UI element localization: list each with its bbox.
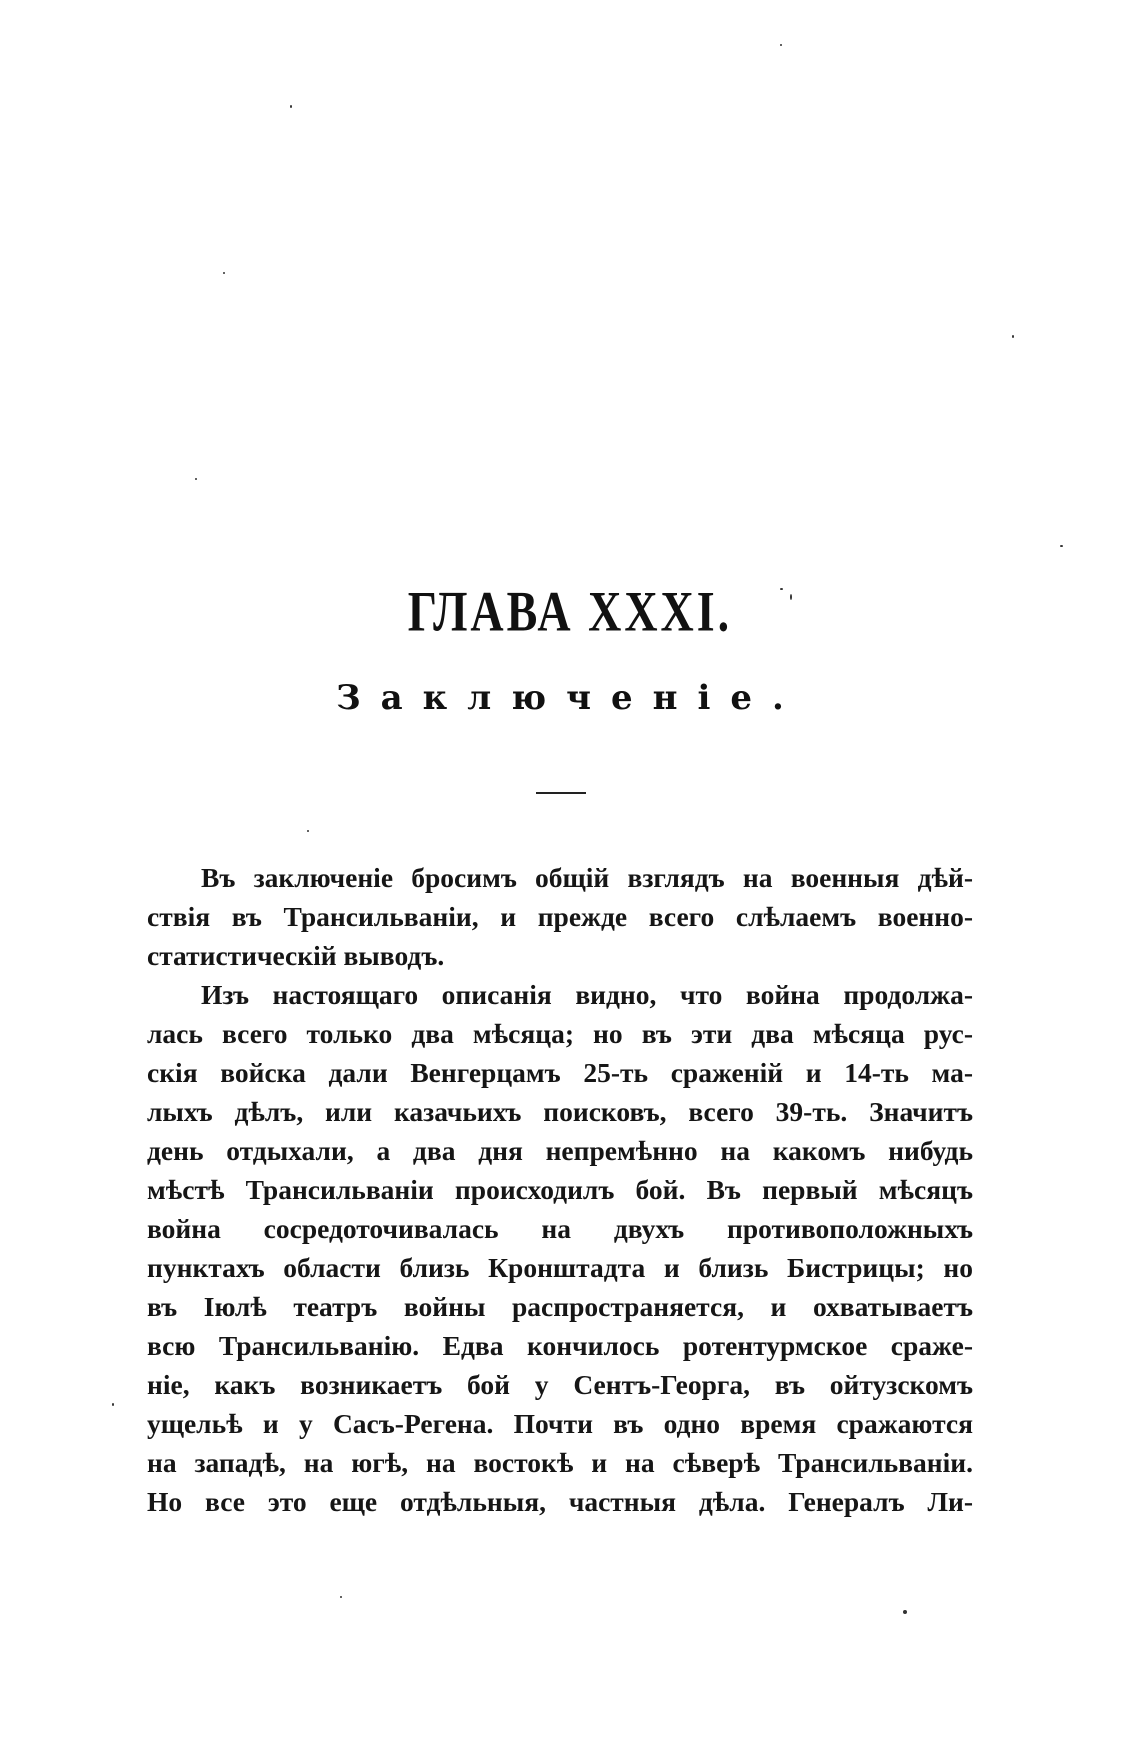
text-line: ущельѣ и у Сасъ-Регена. Почти въ одно время сражаются [147,1408,973,1439]
scan-speck [112,1403,114,1406]
paragraph-2 [147,975,973,1521]
text-line: всю Трансильванію. Едва кончилось ротентурмское сраже- [147,1330,973,1361]
scan-speck [195,478,197,480]
scan-speck [780,588,783,590]
text-line: мѣстѣ Трансильваніи происходилъ бой. Въ первый мѣсяцъ [147,1174,973,1205]
text-line: на западѣ, на югѣ, на востокѣ и на сѣверѣ Трансильваніи. [147,1447,973,1478]
text-line: лась всего только два мѣсяца; но въ эти два мѣсяца рус- [147,1018,973,1049]
scan-speck [223,272,225,274]
text-line: скія войска дали Венгерцамъ 25-ть сраженій и 14-ть ма- [147,1057,973,1088]
scan-speck [1060,545,1063,547]
text-line: лыхъ дѣлъ, или казачьихъ поисковъ, всего 39-ть. Значитъ [147,1096,973,1127]
section-divider [536,792,586,794]
scan-speck [780,44,782,46]
text-line: Въ заключеніе бросимъ общій взглядъ на военныя дѣй- [201,862,973,893]
text-line: война сосредоточивалась на двухъ противоположныхъ [147,1213,973,1244]
text-line: Но все это еще отдѣльныя, частныя дѣла. Генералъ Ли- [147,1486,973,1517]
chapter-title: ГЛАВА XXXI. [407,579,733,643]
body-text [147,858,973,1521]
text-line: ствія въ Трансильваніи, и прежде всего слѣлаемъ военно- [147,901,973,932]
text-line: день отдыхали, а два дня непремѣнно на какомъ нибудь [147,1135,973,1166]
scan-speck [790,594,792,600]
scan-speck [307,830,309,832]
text-line: въ Іюлѣ театръ войны распространяется, и охватываетъ [147,1291,973,1322]
scan-speck [903,1610,907,1614]
scan-speck [1012,335,1014,338]
chapter-subtitle: Заключеніе. [336,678,804,718]
scan-speck [340,1596,342,1598]
text-line: пунктахъ области близь Кронштадта и близь Бистрицы; но [147,1252,973,1283]
paragraph-1 [147,858,973,975]
text-line: ніе, какъ возникаетъ бой у Сентъ-Георга, въ ойтузскомъ [147,1369,973,1400]
text-line: Изъ настоящаго описанія видно, что война продолжа- [201,979,973,1010]
scan-speck [290,105,292,108]
text-line: статистическій выводъ. [147,940,445,971]
